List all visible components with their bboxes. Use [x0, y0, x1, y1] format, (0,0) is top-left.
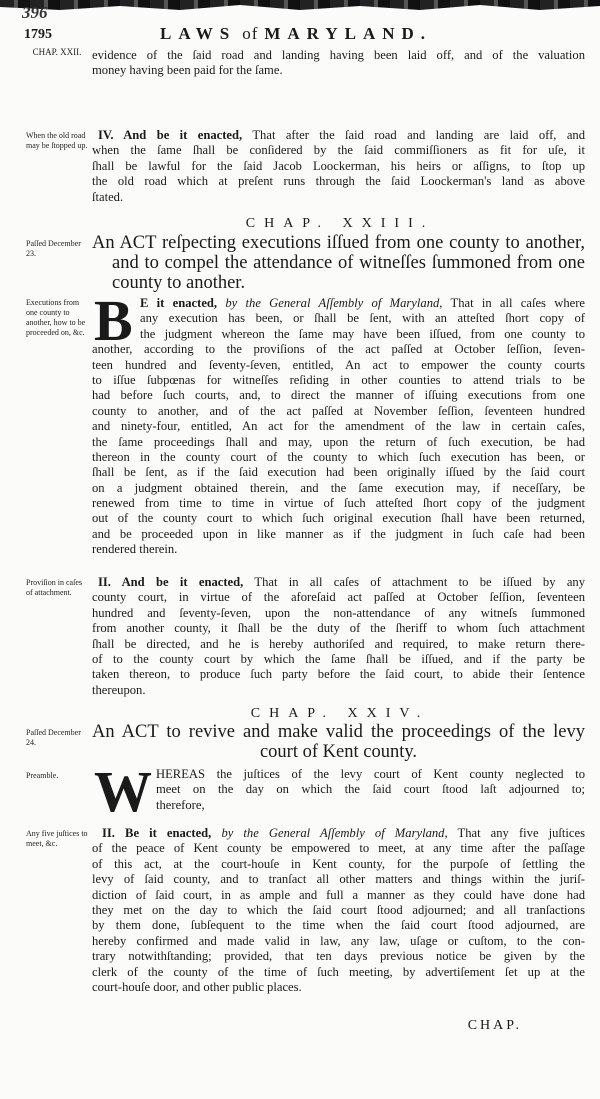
text-line: and ninety-four, entitled, An act for the amendment of the law in certain caſes,	[92, 419, 585, 434]
text-line	[98, 128, 585, 143]
text-line: they met on the day to which the ſaid court ſtood adjourned; and all tranſactions	[92, 902, 585, 917]
text-line: on a judgment obtained therein, and the ſame execution may, if neceſſary, be	[92, 480, 585, 495]
text-line: the ſame proceedings ſhall and may, upon the return of ſuch execution, be had	[92, 434, 585, 449]
line-text: That after the ſaid road and landing are laid off, and	[252, 128, 586, 142]
text-line: clerk of the county of the time of ſuch meeting, by advertiſement ſet up at the	[92, 964, 585, 979]
text-line: any execution has been, or ſhall be ſent, with an atteſted ſhort copy of	[140, 311, 585, 326]
margin-note-five-justices: Any five juſtices to meet, &c.	[26, 829, 88, 848]
title-line: court of Kent county.	[259, 742, 418, 762]
text-line: had before ſuch courts, and, to direct the manner of iſſuing executions from one	[92, 388, 585, 403]
chap22-continuation	[92, 48, 585, 79]
section-lead: II. Be it enacted,	[102, 826, 212, 840]
text-line	[98, 575, 585, 590]
drop-cap-letter: W	[94, 759, 152, 824]
margin-note-executions: Executions from one county to another, how to be proceeded on, &c.	[26, 298, 86, 337]
running-head-laws: LAWS	[160, 24, 237, 43]
text-line: trary notwithſtanding; provided, that ten days previous notice be given by the	[92, 949, 585, 964]
text-line: ſtated.	[92, 189, 124, 204]
text-line: diction of ſaid court, in as ample and full a manner as they could have done had	[92, 887, 585, 902]
text-line: teen hundred and ſeventy-ſeven, entitled, An act to empower the county courts	[92, 357, 585, 372]
text-line: renewed from time to time in virtue of ſuch atteſted ſhort copy of the judgment	[92, 496, 585, 511]
chap23-heading: CHAP. XXIII.	[245, 216, 435, 231]
margin-note-attachment: Proviſion in caſes of attachment.	[26, 578, 82, 597]
title-line: An ACT reſpecting executions iſſued from one county to another,	[92, 233, 585, 253]
title-line: An ACT to revive and make valid the proceedings of the levy	[92, 722, 585, 742]
text-line: money having been paid for the ſame.	[92, 63, 283, 78]
chap23-section-1	[92, 288, 586, 558]
drop-cap-letter: B	[94, 288, 133, 353]
chap23-title	[92, 233, 585, 293]
text-line: rendered therein.	[92, 542, 178, 557]
chap23-section-2	[92, 575, 585, 698]
chap24-section-2	[92, 826, 585, 995]
text-line: when the ſame ſhall be conſidered by the ſaid commiſſioners as fit for uſe, it	[92, 143, 585, 158]
text-line: the judgment whereon the ſame may have been iſſued, from one county to	[140, 326, 585, 341]
enacting-clause: by the General Aſſembly of Maryland,	[225, 296, 443, 310]
text-line: to iſſue ſubpœnas for witneſſes reſiding in other counties to attend trials to be	[92, 372, 585, 387]
running-head-state: MARYLAND.	[264, 24, 433, 43]
margin-note-passed-dec23: Paſſed December 23.	[26, 239, 81, 258]
text-line: the old road which at preſent runs through the ſaid Loockerman's land as above	[92, 174, 585, 189]
text-line: HEREAS the juſtices of the levy court of Kent county neglected to	[156, 767, 585, 781]
text-line: from another county, it ſhall be the duty of the ſheriff to whom ſuch attachment	[92, 621, 585, 636]
handwritten-page-number: 396	[22, 3, 48, 22]
chap24-title	[92, 722, 585, 762]
text-line: ſhall be lawful for the ſaid Jacob Loockerman, his heirs or aſſigns, to ſtop up	[92, 158, 585, 173]
margin-note-chap22: CHAP. XXII.	[32, 47, 82, 57]
text-line: thereon in the county court of the county to which ſuch execution has been, or	[92, 449, 585, 464]
text-line: by them done, ſubſequent to the time when the ſaid court ſtood adjourned, are	[92, 918, 585, 933]
chap24-preamble	[92, 759, 585, 824]
running-head-of: of	[242, 24, 259, 43]
text-line: hundred and ſeventy-ſeven, upon the non-attendance of any witneſs ſummoned	[92, 605, 585, 620]
year: 1795	[24, 27, 52, 42]
text-line	[140, 296, 585, 311]
margin-note-preamble: Preamble.	[26, 771, 59, 780]
section-lead: IV. And be it enacted,	[98, 128, 243, 142]
text-line: another, according to the proviſions of the act paſſed at October ſeſſion, ſeven-	[92, 342, 585, 357]
line-text: That any five juſtices	[457, 826, 586, 840]
text-line: court-houſe door, and other public places.	[92, 979, 302, 994]
margin-note-passed-dec24: Paſſed December 24.	[26, 728, 81, 747]
title-line: and to compel the attendance of witneſſes ſummoned from one	[112, 253, 585, 273]
text-line: meet on the day on which the ſaid court ſtood laſt adjourned to;	[156, 782, 585, 797]
text-line: of to the county court by which the ſame ſhall be iſſued, and if the party be	[92, 651, 585, 666]
line-text: That in all caſes of attachment to be iſſued by any	[254, 575, 586, 589]
chap24-heading: CHAP. XXIV.	[250, 706, 430, 721]
chap22-section-4	[92, 128, 585, 205]
text-line: county court, in virtue of the aforeſaid act paſſed at October ſeſſion, ſeventeen	[92, 590, 585, 605]
text-line: evidence of the ſaid road and landing having been laid off, and of the valuation	[92, 48, 585, 62]
text-line: ſhall be directed, and he is hereby authoriſed and required, to make return there-	[92, 636, 585, 651]
text-line: levy of ſaid county, and to tranſact all other matters and things within the juriſ-	[92, 872, 585, 887]
scan-top-border	[0, 0, 600, 10]
enacting-clause: by the General Aſſembly of Maryland,	[221, 826, 448, 840]
text-line: hereby confirmed and made valid in law, any law, uſage or cuſtom, to the con-	[92, 933, 585, 948]
text-line	[102, 826, 585, 841]
text-line: taken thereon, to produce ſuch party before the ſaid court, to abide their ſentence	[92, 667, 585, 682]
text-line: of the peace of Kent county be empowered to meet, at any time after the paſſage	[92, 841, 585, 856]
text-line: of this act, at the court-houſe in Kent county, for the purpoſe of ſettling the	[92, 856, 585, 871]
text-line: out of the county court to which ſuch original execution ſhall have been returned,	[92, 511, 585, 526]
running-head	[160, 24, 432, 44]
margin-note-old-road: When the old road may be ſtopped up.	[26, 131, 88, 150]
text-line: thereupon.	[92, 682, 146, 697]
text-line: county to another, and of the act paſſed at November ſeſſion, ſeventeen hundred	[92, 403, 585, 418]
title-line: county to another.	[112, 273, 246, 293]
section-lead: II. And be it enacted,	[98, 575, 244, 589]
line-text: That in all caſes where	[450, 296, 586, 310]
text-line: and be proceeded upon in like manner as if the judgment in ſuch caſe had been	[92, 526, 585, 541]
text-line: therefore,	[156, 797, 205, 812]
section-lead: E it enacted,	[140, 296, 218, 310]
catchword: CHAP.	[467, 1018, 522, 1033]
text-line: ſhall be ſent, as if the ſaid execution had been originally iſſued by the ſaid court	[92, 465, 585, 480]
